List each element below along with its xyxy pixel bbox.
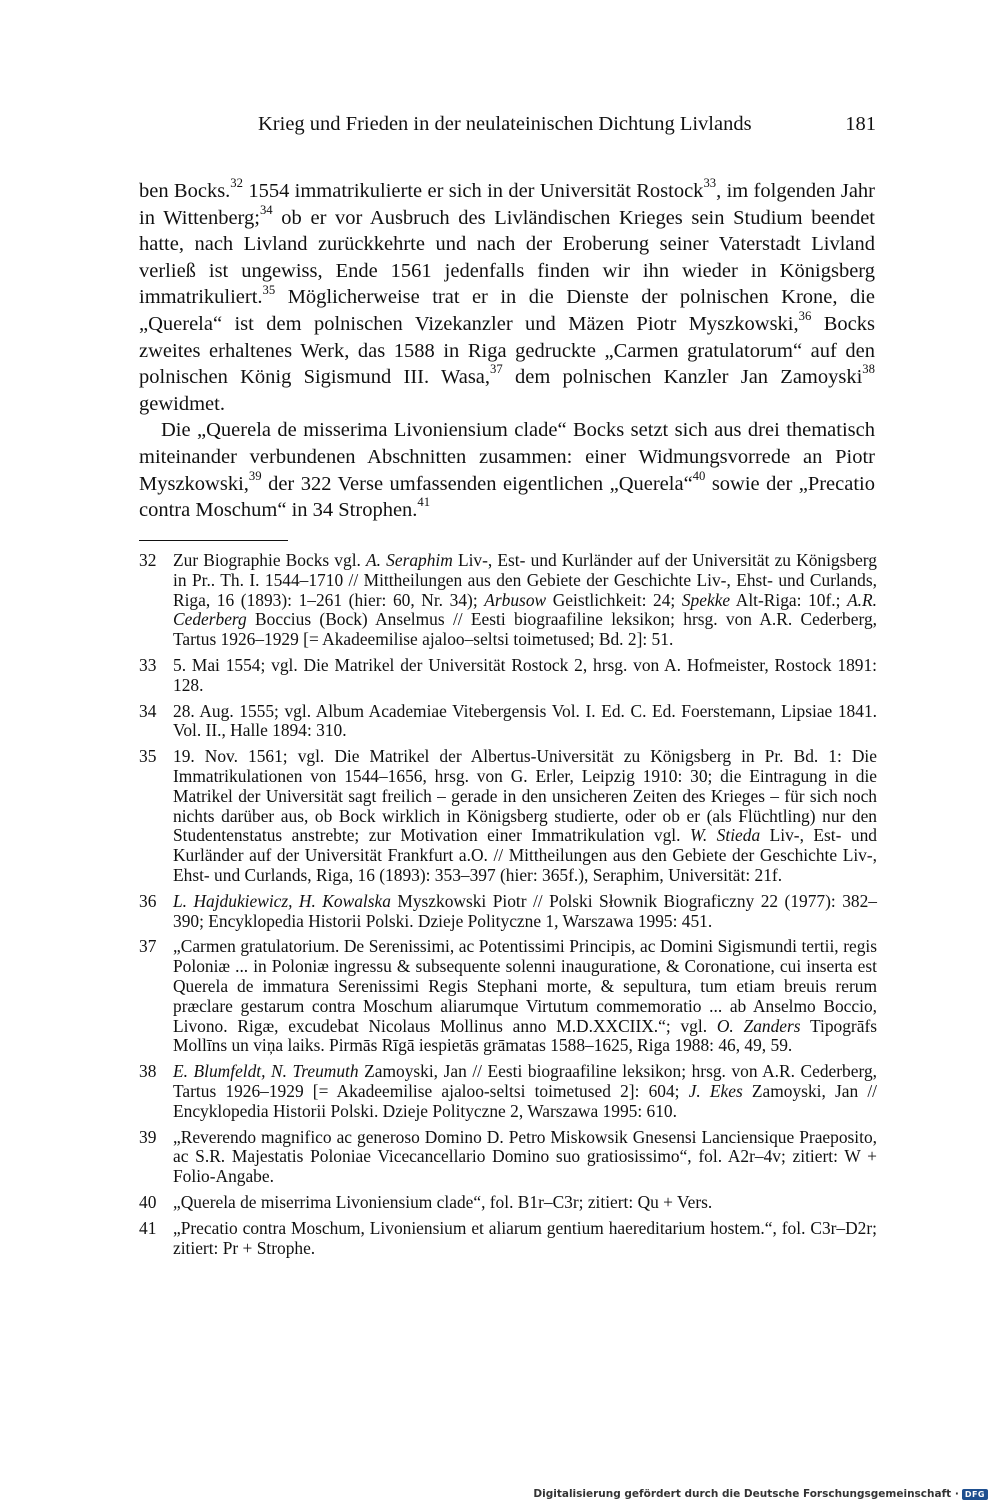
footnote-32: [139, 551, 877, 650]
digitization-credit: [533, 1488, 988, 1500]
footnote-number: 35: [139, 746, 157, 767]
text-run: Zamoyski, Jan // Eesti biograafiline leksikon; hrsg. von A.R. Cederberg, Tartus 1926–1929 [= Akadeemilise ajaloo-seltsi toimetused 2]: 604;: [173, 1061, 877, 1101]
text-run: Geistlichkeit: 24;: [546, 589, 682, 610]
footnote-36: [139, 892, 877, 932]
text-run: „Carmen gratulatorium. De Serenissimi, ac Potentissimi Principis, ac Domini Sigismundi tertii, regis Poloniæ ... in Poloniæ ingressu & subsequente solenni inauguratione, & Coronatione, cui inserta est Querela de immatura Serenissimi Regis Stephani morte, & sepultura, tum etiam breuis rerum præclare gestarum contra Moschum aliarumque Virtutum commemoratio ... ab Anselmo Boccio, Livono. Rigæ, excudebat Nicolaus Mollinus anno M.D.XXCIIX.“; vgl.: [173, 936, 877, 1036]
text-run: dem polnischen Kanzler Jan Zamoyski: [502, 366, 863, 389]
text-run: Tipogrāfs Mollīns un viņa laiks. Pirmās Rīgā iespietās grāmatas 1588–1625, Riga 1988: 46, 49, 59.: [173, 1015, 878, 1056]
text-run: Liv-, Est- und Kurländer auf der Universität zu Königsberg in Pr.. Th. I. 1544–1710 // Mittheilungen aus den Gebiete der Geschichte Liv-, Ehst- und Curlands, Riga, 16 (1893): 1–261 (hier: 60, Nr. 34);: [173, 550, 877, 610]
page-number: 181: [845, 113, 876, 135]
footnote-38: [139, 1062, 877, 1121]
paragraph-1: [139, 178, 875, 417]
author-name: E. Blumfeldt, N. Treumuth: [173, 1061, 359, 1082]
text-run: 1554 immatrikulierte er sich in der Universität Rostock: [243, 180, 704, 202]
footnote-text: [173, 551, 877, 650]
footnote-ref-41[interactable]: 41: [417, 495, 431, 510]
footnote-text: 5. Mai 1554; vgl. Die Matrikel der Universität Rostock 2, hrsg. von A. Hofmeister, Rostock 1891: 128.: [173, 654, 877, 695]
footnote-ref-38[interactable]: 38: [862, 362, 875, 377]
author-name: O. Zanders: [716, 1015, 801, 1036]
author-name: Arbusow: [484, 589, 547, 610]
footnote-ref-36[interactable]: 36: [798, 309, 812, 324]
text-run: gewidmet.: [139, 392, 225, 415]
text-run: Myszkowski Piotr // Polski Słownik Biograficzny 22 (1977): 382–390; Encyklopedia Historii Polski. Dzieje Polityczne 1, Warszawa 1995: 451.: [173, 890, 877, 931]
text-run: Bocks zweites erhaltenes Werk, das 1588 in Riga gedruckte „Carmen gratulatorum“ auf den polnischen König Sigismund III. Wasa,: [139, 312, 875, 389]
text-run: ben Bocks.: [139, 180, 231, 202]
footnote-34: [139, 702, 877, 742]
footnote-37: [139, 937, 877, 1056]
footnote-text: [173, 937, 877, 1056]
footnote-ref-32[interactable]: 32: [230, 176, 243, 191]
author-name: W. Stieda: [689, 825, 761, 846]
footnote-number: 33: [139, 654, 157, 675]
footnote-35: [139, 747, 877, 886]
footnote-ref-33[interactable]: 33: [703, 176, 717, 191]
footnote-33: [139, 656, 877, 696]
text-run: Möglicherweise trat er in die Dienste der polnischen Krone, die „Querela“ ist dem polnischen Vizekanzler und Mäzen Piotr Myszkowski,: [139, 286, 875, 335]
dfg-logo-icon: DFG: [962, 1489, 988, 1500]
footnote-text: [173, 747, 877, 886]
author-name: Spekke: [681, 589, 731, 610]
text-run: sowie der „Precatio contra Moschum“ in 34 Strophen.: [139, 472, 875, 522]
text-run: Liv-, Est- und Kurländer auf der Universität Frankfurt a.O. // Mittheilungen aus den Gebiete der Geschichte Liv-, Ehst- und Curlands, Riga, 16 (1893): 353–397 (hier: 365f.), Seraphim, Universität: 21f.: [173, 825, 877, 885]
footnote-ref-37[interactable]: 37: [490, 362, 503, 377]
footnote-text: [173, 892, 877, 932]
footnote-number: 39: [139, 1126, 157, 1147]
text-run: Zamoyski, Jan // Encyklopedia Historii Polski. Dzieje Polityczne 2, Warszawa 1995: 610.: [173, 1080, 878, 1121]
author-name: L. Hajdukiewicz, H. Kowalska: [173, 890, 391, 911]
footnote-text: „Precatio contra Moschum, Livoniensium et aliarum gentium haereditarium hostem.“, fol. C3r–D2r; zitiert: Pr + Strophe.: [173, 1217, 877, 1258]
author-name: A.R. Cederberg: [173, 589, 878, 630]
text-run: ob er vor Ausbruch des Livländischen Krieges sein Studium beendet hatte, nach Livland zurückkehrte und nach der Eroberung seiner Vaterstadt Livland verließ ist ungewiss, Ende 1561 jedenfalls finden wir ihn wieder in Königsberg immatrikuliert.: [139, 206, 875, 309]
running-title: Krieg und Frieden in der neulateinischen Dichtung Livlands: [258, 113, 752, 135]
footnotes: [139, 551, 877, 1264]
text-run: Zur Biographie Bocks vgl.: [173, 550, 367, 570]
text-run: , im folgenden Jahr in Wittenberg;: [139, 180, 875, 229]
footnote-number: 37: [139, 936, 157, 957]
footnote-text: [173, 1062, 877, 1121]
text-run: Die „Querela de misserima Livoniensium clade“ Bocks setzt sich aus drei thematisch miteinander verbundenen Abschnitten zusammen: einer Widmungsvorrede an Piotr Myszkowski,: [139, 419, 875, 495]
main-text: [139, 178, 875, 524]
footnote-ref-39[interactable]: 39: [248, 468, 262, 483]
footnote-ref-34[interactable]: 34: [259, 202, 273, 217]
footnote-number: 34: [139, 700, 157, 721]
footnote-ref-35[interactable]: 35: [262, 282, 276, 297]
footnote-ref-40[interactable]: 40: [692, 468, 706, 483]
footnote-number: 40: [139, 1191, 157, 1212]
footnote-40: [139, 1193, 877, 1213]
running-header: [258, 113, 876, 143]
text-run: 19. Nov. 1561; vgl. Die Matrikel der Albertus-Universität zu Königsberg in Pr. Bd. 1: Die Immatrikulationen von 1544–1656, hrsg. von G. Erler, Leipzig 1910: 30; die Eintragung in die Matrikel der Universität sagt freilich – gerade in den unsicheren Zeiten des Krieges – für sich noch nichts darüber aus, ob Bock wirklich in Königsberg studierte, oder ob er (als Flüchtling) nur den Studentenstatus anstrebte; zur Motivation einer Immatrikulation vgl.: [173, 746, 877, 846]
footnote-41: [139, 1219, 877, 1259]
footnote-number: 38: [139, 1061, 157, 1082]
footnote-number: 41: [139, 1217, 157, 1238]
footnote-text: „Querela de miserrima Livoniensium clade“, fol. B1r–C3r; zitiert: Qu + Vers.: [173, 1191, 713, 1212]
author-name: A. Seraphim: [366, 550, 453, 570]
text-run: Alt-Riga: 10f.;: [730, 589, 848, 610]
footnote-number: 32: [139, 550, 157, 570]
text-run: der 322 Verse umfassenden eigentlichen „Querela“: [261, 472, 693, 495]
credit-text: Digitalisierung gefördert durch die Deutsche Forschungsgemeinschaft ·: [533, 1488, 959, 1500]
footnote-text: 28. Aug. 1555; vgl. Album Academiae Vitebergensis Vol. I. Ed. C. Ed. Foerstemann, Lipsiae 1841. Vol. II., Halle 1894: 310.: [173, 700, 877, 741]
footnote-text: „Reverendo magnifico ac generoso Domino D. Petro Miskowsik Gnesensi Lanciensique Praeposito, ac S.R. Majestatis Poloniae Vicecancellario Domino suo gratiosissimo“, fol. A2r–4v; zitiert: W + Folio-Angabe.: [173, 1126, 877, 1187]
text-run: Boccius (Bock) Anselmus // Eesti biograafiline leksikon; hrsg. von A.R. Cederberg, Tartus 1926–1929 [= Akadeemilise ajaloo–seltsi toimetused; Bd. 2]: 51.: [173, 609, 877, 650]
footnote-39: [139, 1128, 877, 1187]
author-name: J. Ekes: [688, 1080, 743, 1101]
paragraph-2: [139, 417, 875, 523]
footnote-number: 36: [139, 890, 157, 911]
footnote-separator: [139, 540, 288, 541]
